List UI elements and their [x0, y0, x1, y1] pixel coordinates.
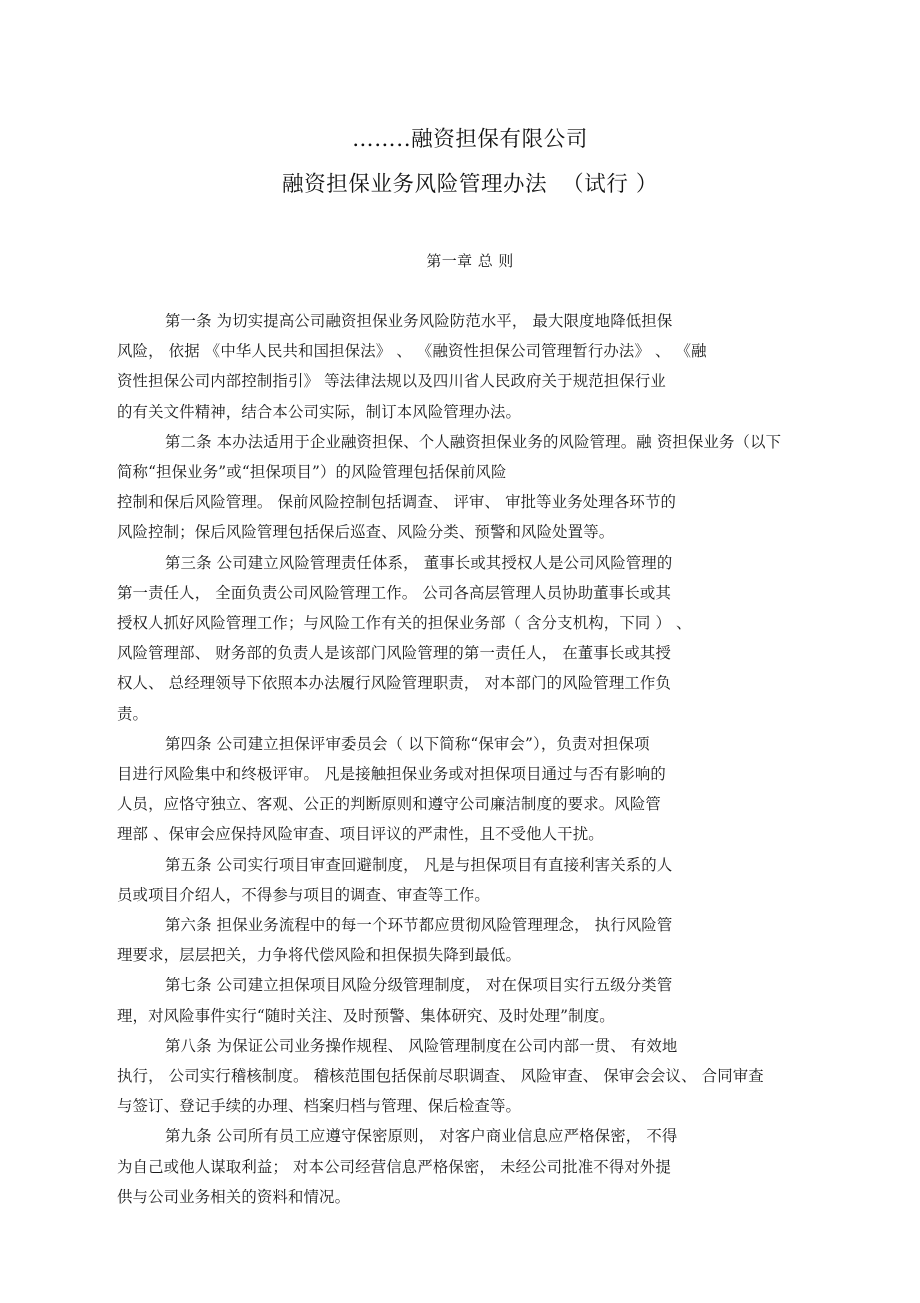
article-paragraph — [117, 1121, 823, 1212]
text-line: 人员，应恪守独立、客观、公正的判断原则和遵守公司廉洁制度的要求。风险管 — [117, 795, 661, 814]
text-line: 理要求，层层把关，力争将代偿风险和担保损失降到最低。 — [117, 946, 522, 965]
text-line: 授权人抓好风险管理工作；与风险工作有关的担保业务部（ 含分支机构，下同 ） 、 — [117, 614, 692, 633]
text-line: 责。 — [117, 704, 149, 723]
text-line: 第九条 公司所有员工应遵守保密原则， 对客户商业信息应严格保密， 不得 — [165, 1127, 678, 1146]
text-line: 第六条 担保业务流程中的每一个环节都应贯彻风险管理理念， 执行风险管 — [165, 916, 673, 935]
article-paragraph — [117, 427, 823, 548]
text-line: 简称“担保业务”或“担保项目”）的风险管理包括保前风险 — [117, 463, 507, 482]
text-line: 为自己或他人谋取利益； 对本公司经营信息严格保密， 未经公司批准不得对外提 — [117, 1157, 672, 1176]
document-title — [117, 118, 823, 208]
article-paragraph — [117, 729, 823, 850]
text-line: 理，对风险事件实行“随时关注、及时预警、集体研究、及时处理”制度。 — [117, 1006, 615, 1025]
text-line: 供与公司业务相关的资料和情况。 — [117, 1187, 351, 1206]
text-line: 风险， 依据 《中华人民共和国担保法》 、 《融资性担保公司管理暂行办法》 、 《融 — [117, 342, 707, 361]
text-line: 第八条 为保证公司业务操作规程、 风险管理制度在公司内部一贯、 有效地 — [165, 1036, 678, 1055]
text-line: 风险管理部、 财务部的负责人是该部门风险管理的第一责任人， 在董事长或其授 — [117, 644, 672, 663]
text-line: 风险控制；保后风险管理包括保后巡查、风险分类、预警和风险处置等。 — [117, 523, 615, 542]
text-line: 第一条 为切实提高公司融资担保业务风险防范水平， 最大限度地降低担保 — [165, 312, 673, 330]
text-line: 第三条 公司建立风险管理责任体系， 董事长或其授权人是公司风险管理的 — [165, 553, 673, 572]
article-paragraph — [117, 970, 823, 1030]
text-line: 资性担保公司内部控制指引》 等法律法规以及四川省人民政府关于规范担保行业 — [117, 372, 666, 391]
article-paragraph — [117, 548, 823, 729]
title-line-company: ……..融资担保有限公司 — [352, 127, 588, 152]
article-paragraph — [117, 306, 823, 427]
chapter-heading: 第一章 总 则 — [426, 252, 514, 270]
text-line: 员或项目介绍人，不得参与项目的调查、审查等工作。 — [117, 885, 490, 904]
article-paragraph — [117, 1031, 823, 1122]
text-line: 目进行风险集中和终极评审。 凡是接触担保业务或对担保项目通过与否有影响的 — [117, 765, 666, 784]
text-line: 与签订、登记手续的办理、档案归档与管理、保后检查等。 — [117, 1097, 522, 1116]
text-line: 的有关文件精神，结合本公司实际，制订本风险管理办法。 — [117, 402, 522, 421]
article-paragraph — [117, 910, 823, 970]
text-line: 第五条 公司实行项目审查回避制度， 凡是与担保项目有直接利害关系的人 — [165, 855, 673, 874]
text-line: 第二条 本办法适用于企业融资担保、个人融资担保业务的风险管理。融 资担保业务（以下 — [165, 432, 782, 451]
text-line: 第一责任人， 全面负责公司风险管理工作。 公司各高层管理人员协助董事长或其 — [117, 583, 672, 602]
text-line: 理部 、保审会应保持风险审查、项目评议的严肃性，且不受他人干扰。 — [117, 825, 604, 844]
article-paragraph — [117, 850, 823, 910]
text-line: 第七条 公司建立担保项目风险分级管理制度， 对在保项目实行五级分类管 — [165, 976, 673, 995]
document-body — [117, 118, 823, 1212]
text-line: 权人、 总经理领导下依照本办法履行风险管理职责， 对本部门的风险管理工作负 — [117, 674, 672, 693]
title-line-regulation: 融资担保业务风险管理办法 （试行 ） — [282, 172, 658, 197]
text-line: 第四条 公司建立担保评审委员会（ 以下简称“保审会”），负责对担保项 — [165, 734, 650, 753]
text-line: 控制和保后风险管理。 保前风险控制包括调查、 评审、 审批等业务处理各环节的 — [117, 493, 677, 512]
text-line: 执行， 公司实行稽核制度。 稽核范围包括保前尽职调查、 风险审查、 保审会会议、 合同审查 — [117, 1067, 764, 1086]
